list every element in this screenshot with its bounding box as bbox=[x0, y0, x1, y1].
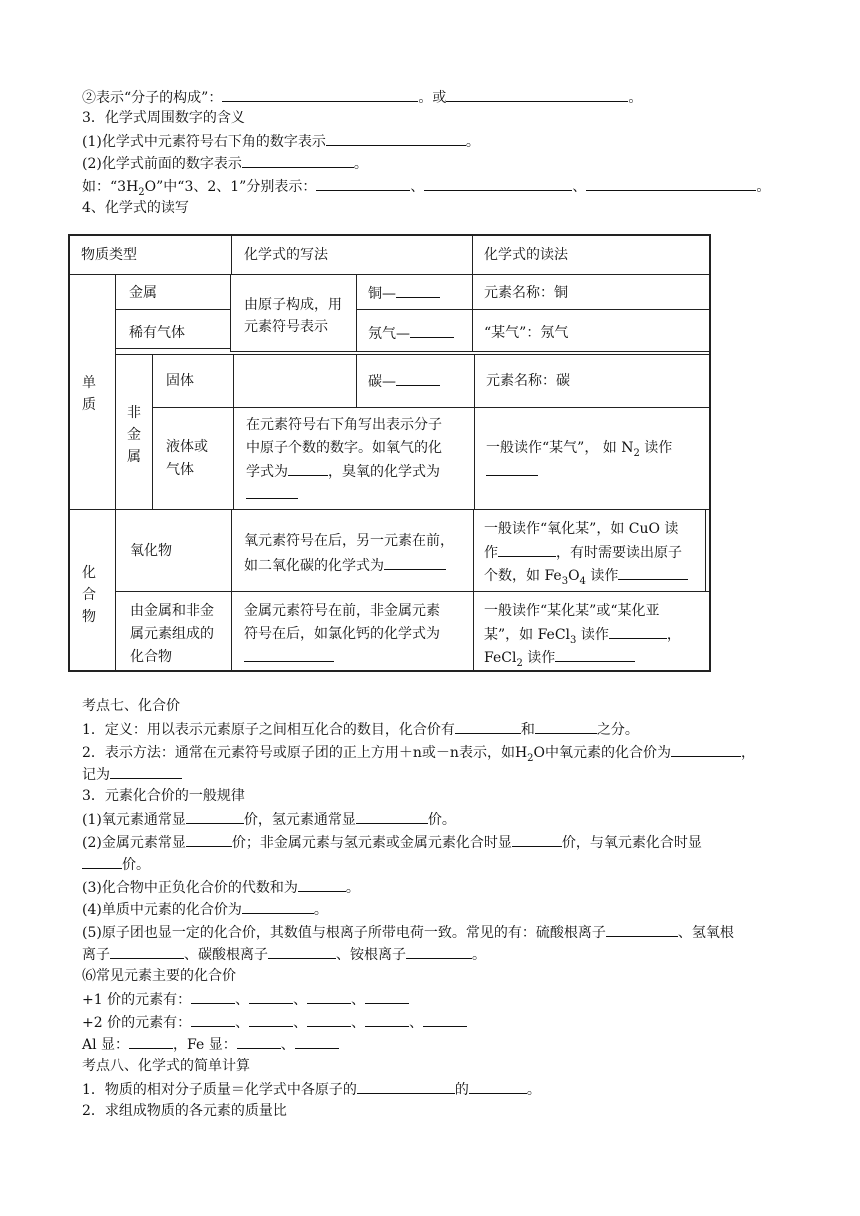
blank[interactable] bbox=[246, 483, 298, 499]
header-type: 物质类型 bbox=[81, 247, 137, 263]
cell-atom-line1: 由原子构成，用 bbox=[244, 297, 342, 313]
blank[interactable] bbox=[249, 988, 293, 1004]
rule-6: ⑹常见元素主要的化合价 bbox=[82, 968, 236, 984]
cell-carbon: 碳— bbox=[368, 370, 440, 393]
label-element: 单 质 bbox=[82, 375, 96, 413]
cell-mn-2: 属元素组成的 bbox=[130, 626, 214, 642]
cell-oxide: 氧化物 bbox=[130, 543, 172, 559]
blank[interactable] bbox=[555, 646, 635, 662]
blank[interactable] bbox=[512, 831, 562, 847]
blank[interactable] bbox=[191, 988, 235, 1004]
cell-ox-read-2: 作 ，有时需要读出原子 bbox=[484, 541, 682, 564]
cell-mn-3: 化合物 bbox=[130, 649, 172, 665]
blank[interactable] bbox=[307, 988, 351, 1004]
blank[interactable] bbox=[486, 460, 538, 476]
cell-mn-read-2: 某”，如 FeCl$_3$ 读作 ， bbox=[484, 623, 681, 646]
blank[interactable] bbox=[396, 370, 440, 386]
line-plus1-elements: +1 价的元素有： 、 、 、 bbox=[82, 988, 409, 1010]
label-compound: 化 合 物 bbox=[82, 565, 96, 625]
rule-1: (1)氧元素通常显 价，氢元素通常显 价。 bbox=[82, 808, 456, 830]
cell-lg-write-1: 在元素符号右下角写出表示分子 bbox=[246, 417, 442, 433]
cell-mn-write-3 bbox=[244, 646, 334, 669]
cell-ox-write-2: 如二氧化碳的化学式为 bbox=[244, 554, 446, 577]
blank[interactable] bbox=[242, 152, 354, 168]
rule-3: (3)化合物中正负化合价的代数和为 。 bbox=[82, 876, 360, 898]
line-mass-ratio: 2．求组成物质的各元素的质量比 bbox=[82, 1103, 287, 1119]
blank[interactable] bbox=[268, 943, 336, 959]
blank[interactable] bbox=[237, 1033, 281, 1049]
blank[interactable] bbox=[244, 646, 334, 662]
line-molecule-structure: ②表示“分子的构成”： 。或 。 bbox=[82, 86, 642, 108]
blank[interactable] bbox=[423, 1011, 467, 1027]
cell-neon-read: “某气”：氖气 bbox=[484, 325, 569, 341]
cell-lg-write-3: 学式为 ，臭氧的化学式为 bbox=[246, 460, 440, 483]
line-coefficient-meaning: (2)化学式前面的数字表示 。 bbox=[82, 152, 368, 174]
blank[interactable] bbox=[498, 541, 556, 557]
cell-lg-write-2: 中原子个数的数字。如氧气的化 bbox=[246, 440, 442, 456]
blank[interactable] bbox=[384, 554, 446, 570]
heading-point-8: 考点八、化学式的简单计算 bbox=[82, 1058, 250, 1074]
cell-lg-read-2 bbox=[486, 460, 538, 483]
blank[interactable] bbox=[307, 1011, 351, 1027]
blank[interactable] bbox=[316, 175, 410, 191]
cell-mn-1: 由金属和非金 bbox=[130, 603, 214, 619]
rule-4: (4)单质中元素的化合价为 。 bbox=[82, 898, 328, 920]
cell-atom-line2: 元素符号表示 bbox=[244, 319, 328, 335]
cell-mn-read-3: FeCl$_2$ 读作 bbox=[484, 646, 635, 669]
blank[interactable] bbox=[586, 175, 756, 191]
blank[interactable] bbox=[365, 988, 409, 1004]
line-plus2-elements: +2 价的元素有： 、 、 、 、 bbox=[82, 1011, 467, 1033]
line-subscript-meaning: (1)化学式中元素符号右下角的数字表示 。 bbox=[82, 130, 480, 152]
blank[interactable] bbox=[326, 130, 466, 146]
formula-table bbox=[68, 234, 711, 672]
heading-numbers-meaning: 3．化学式周围数字的含义 bbox=[82, 110, 245, 126]
blank[interactable] bbox=[295, 1033, 339, 1049]
blank[interactable] bbox=[242, 898, 314, 914]
rule-2: (2)金属元素常显 价；非金属元素与氢元素或金属元素化合时显 价，与氧元素化合时显 bbox=[82, 831, 702, 853]
blank[interactable] bbox=[365, 1011, 409, 1027]
cell-copper-read: 元素名称：铜 bbox=[484, 285, 568, 301]
blank[interactable] bbox=[410, 322, 454, 338]
line-valence-notation-2: 记为 bbox=[82, 763, 182, 785]
blank[interactable] bbox=[396, 282, 440, 298]
blank[interactable] bbox=[535, 718, 597, 734]
line-relative-mass: 1．物质的相对分子质量＝化学式中各原子的 的 。 bbox=[82, 1078, 541, 1100]
cell-lg-read-1: 一般读作“某气”， 如 $N_2$ 读作 bbox=[486, 440, 673, 459]
blank[interactable] bbox=[606, 921, 678, 937]
blank[interactable] bbox=[110, 943, 184, 959]
blank[interactable] bbox=[110, 763, 182, 779]
blank[interactable] bbox=[671, 741, 741, 757]
cell-neon: 氖气— bbox=[368, 322, 454, 345]
cell-mn-write-1: 金属元素符号在前，非金属元素 bbox=[244, 603, 440, 619]
blank[interactable] bbox=[288, 460, 328, 476]
rule-5: (5)原子团也显一定的化合价，其数值与根离子所带电荷一致。常见的有：硫酸根离子 、氢氧根 bbox=[82, 921, 734, 943]
line-example-3h2o: 如：“$3H_2O$”中“3、2、1”分别表示： 、 、 。 bbox=[82, 175, 770, 197]
line-valence-notation: 2．表示方法：通常在元素符号或原子团的正上方用＋n或－n表示，如$H_2O$中氧元素的化合价为 ， bbox=[82, 741, 755, 763]
cell-carbon-read: 元素名称：碳 bbox=[486, 373, 570, 389]
blank[interactable] bbox=[455, 718, 521, 734]
cell-liquid-gas-2: 气体 bbox=[166, 462, 194, 478]
rule-2-cont: 价。 bbox=[82, 853, 150, 875]
cell-noble-gas: 稀有气体 bbox=[129, 325, 185, 341]
blank[interactable] bbox=[186, 808, 244, 824]
cell-ox-read-1: 一般读作“氧化某”，如 CuO 读 bbox=[484, 521, 679, 537]
cell-copper: 铜— bbox=[368, 282, 440, 305]
blank[interactable] bbox=[424, 175, 572, 191]
rule-5-cont: 离子 、碳酸根离子 、铵根离子 。 bbox=[82, 943, 486, 965]
blank[interactable] bbox=[249, 1011, 293, 1027]
blank[interactable] bbox=[446, 86, 628, 102]
blank[interactable] bbox=[82, 853, 122, 869]
cell-solid: 固体 bbox=[166, 373, 194, 389]
cell-lg-write-4 bbox=[246, 483, 298, 506]
blank[interactable] bbox=[609, 623, 667, 639]
cell-mn-write-2: 符号在后，如氯化钙的化学式为 bbox=[244, 626, 440, 642]
cell-liquid-gas-1: 液体或 bbox=[166, 439, 208, 455]
label-nonmetal: 非 金 属 bbox=[127, 405, 141, 465]
header-reading: 化学式的读法 bbox=[484, 247, 568, 263]
blank[interactable] bbox=[357, 1078, 455, 1094]
cell-mn-read-1: 一般读作“某化某”或“某化亚 bbox=[484, 603, 660, 619]
line-al-fe: Al 显： ，Fe 显： 、 bbox=[82, 1033, 339, 1055]
heading-point-7: 考点七、化合价 bbox=[82, 698, 180, 714]
blank[interactable] bbox=[618, 564, 688, 580]
blank[interactable] bbox=[298, 876, 346, 892]
blank[interactable] bbox=[469, 1078, 527, 1094]
heading-valence-rules: 3．元素化合价的一般规律 bbox=[82, 788, 245, 804]
blank[interactable] bbox=[129, 1033, 173, 1049]
blank[interactable] bbox=[191, 1011, 235, 1027]
header-writing: 化学式的写法 bbox=[244, 247, 328, 263]
blank[interactable] bbox=[356, 808, 428, 824]
line-valence-definition: 1．定义：用以表示元素原子之间相互化合的数目，化合价有 和 之分。 bbox=[82, 718, 639, 740]
blank[interactable] bbox=[406, 943, 472, 959]
cell-ox-read-3: 个数，如 $Fe_3O_4$ 读作 bbox=[484, 564, 688, 587]
heading-formula-read-write: 4、化学式的读写 bbox=[82, 200, 189, 216]
cell-ox-write-1: 氧元素符号在后，另一元素在前， bbox=[244, 533, 454, 549]
blank[interactable] bbox=[186, 831, 232, 847]
cell-metal: 金属 bbox=[129, 285, 157, 301]
blank[interactable] bbox=[222, 86, 418, 102]
